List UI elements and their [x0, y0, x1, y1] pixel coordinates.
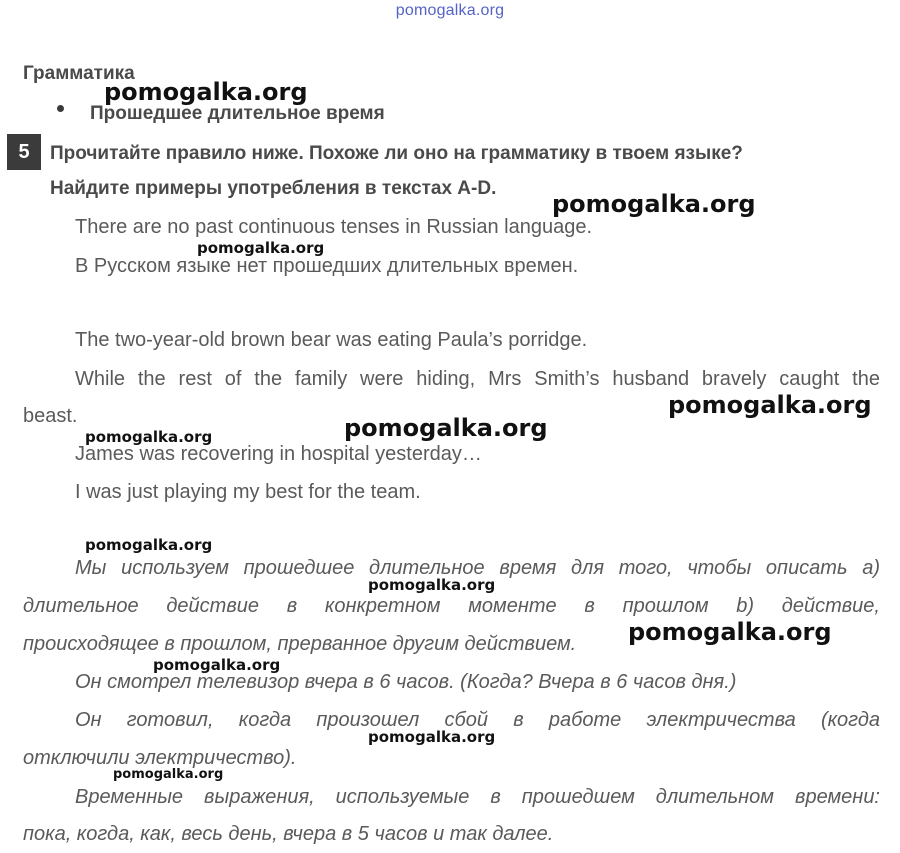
watermark-4: pomogalka.org: [668, 391, 872, 419]
rule-english: There are no past continuous tenses in Russian language.: [75, 216, 593, 238]
example-4: I was just playing my best for the team.: [75, 481, 421, 503]
example-sentence-2-line1: Он готовил, когда произошел сбой в работе электричества (когда: [75, 709, 880, 731]
explanation-line1: Мы используем прошедшее длительное время для того, чтобы описать a): [75, 557, 880, 579]
bullet-text: Прошедшее длительное время: [90, 103, 385, 124]
example-2-line1: While the rest of the family were hiding, Mrs Smith’s husband bravely caught the: [75, 368, 880, 390]
watermark-7: pomogalka.org: [85, 536, 213, 554]
bullet-dot: [57, 105, 64, 112]
time-expressions-line2: пока, когда, как, весь день, вчера в 5 часов и так далее.: [23, 823, 554, 845]
watermark-8: pomogalka.org: [368, 576, 496, 594]
watermark-10: pomogalka.org: [153, 656, 281, 674]
task-number-badge: 5: [7, 134, 41, 170]
example-2-line2: beast.: [23, 405, 78, 427]
task-instruction-line2: Найдите примеры употребления в текстах A-D.: [50, 178, 497, 199]
watermark-2: pomogalka.org: [552, 190, 756, 218]
example-sentence-2-line2: отключили электричество).: [23, 747, 297, 769]
example-1: The two-year-old brown bear was eating Paula’s porridge.: [75, 329, 588, 351]
task-instruction-line1: Прочитайте правило ниже. Похоже ли оно на грамматику в твоем языке?: [50, 143, 743, 164]
explanation-line2: длительное действие в конкретном моменте в прошлом b) действие,: [23, 595, 880, 617]
watermark-6: pomogalka.org: [85, 428, 213, 446]
header-watermark: pomogalka.org: [395, 2, 505, 19]
watermark-3: pomogalka.org: [197, 239, 325, 257]
watermark-11: pomogalka.org: [368, 728, 496, 746]
time-expressions-line1: Временные выражения, используемые в прошедшем длительном времени:: [75, 786, 880, 808]
watermark-5: pomogalka.org: [344, 414, 548, 442]
watermark-9: pomogalka.org: [628, 618, 832, 646]
example-sentence-1: Он смотрел телевизор вчера в 6 часов. (Когда? Вчера в 6 часов дня.): [75, 671, 737, 693]
watermark-12: pomogalka.org: [113, 767, 224, 782]
example-3: James was recovering in hospital yesterday…: [75, 443, 482, 465]
watermark-1: pomogalka.org: [104, 78, 308, 106]
section-title: Грамматика: [23, 63, 135, 84]
explanation-line3: происходящее в прошлом, прерванное другим действием.: [23, 633, 577, 655]
rule-russian: В Русском языке нет прошедших длительных времен.: [75, 255, 579, 277]
